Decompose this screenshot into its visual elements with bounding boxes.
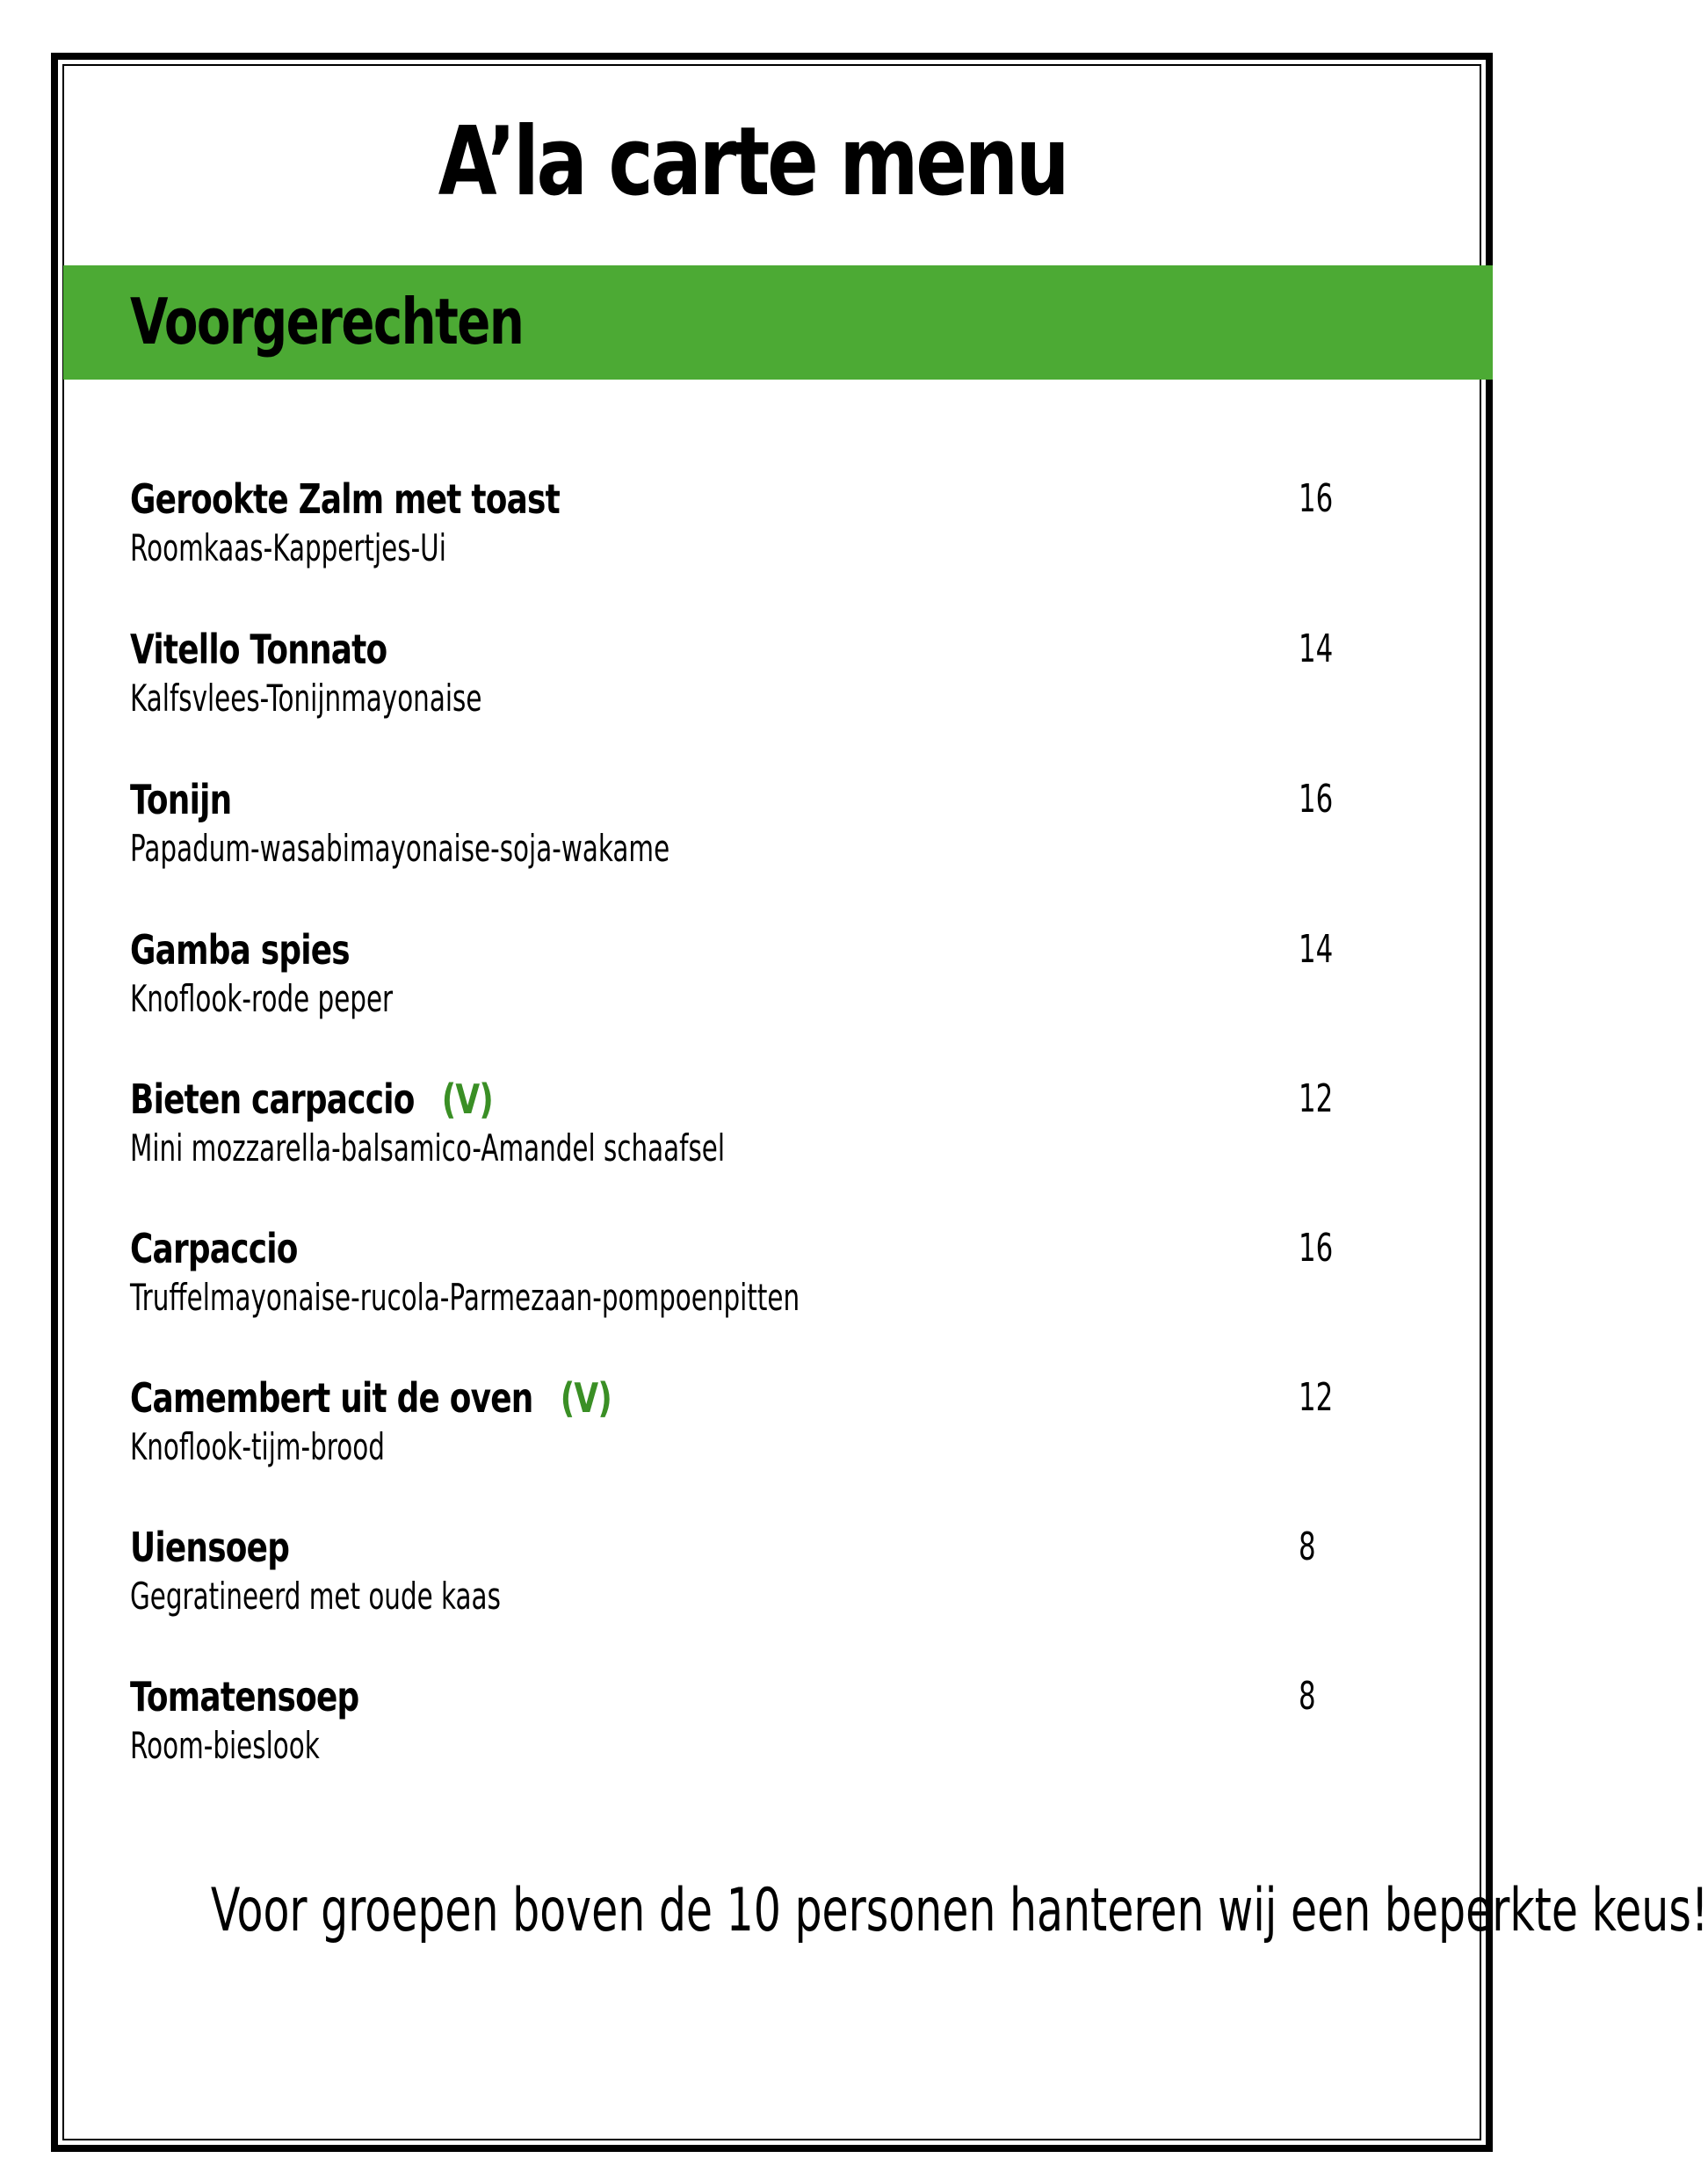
menu-item-description: Papadum-wasabimayonaise-soja-wakame: [130, 827, 670, 870]
menu-item-price: 14: [1299, 626, 1334, 671]
menu-item-name: Bieten carpaccio (V): [130, 1076, 494, 1123]
menu-item-price: 16: [1299, 777, 1334, 822]
menu-item-price: 16: [1299, 476, 1334, 521]
menu-item-price: 14: [1299, 927, 1334, 972]
menu-item-price: 8: [1299, 1674, 1316, 1719]
menu-item: [130, 466, 1343, 616]
menu-item: [130, 766, 1343, 916]
menu-item-price: 12: [1299, 1076, 1334, 1121]
menu-item: [130, 1215, 1343, 1365]
vegetarian-tag: (V): [441, 1076, 494, 1123]
menu-item: [130, 1066, 1343, 1215]
menu-item-description: Room-bieslook: [130, 1724, 320, 1767]
menu-item-description: Roomkaas-Kappertjes-Ui: [130, 526, 446, 569]
menu-item: [130, 1365, 1343, 1514]
section-title: Voorgerechten: [130, 285, 524, 359]
menu-item-description: Knoflook-tijm-brood: [130, 1425, 385, 1468]
menu-item: [130, 1663, 1343, 1813]
menu-item-name: Carpaccio: [130, 1225, 298, 1272]
group-notice: Voor groepen boven de 10 personen hanteren wij een beperkte keus!: [210, 1876, 1708, 1945]
menu-item-description: Truffelmayonaise-rucola-Parmezaan-pompoenpitten: [130, 1276, 800, 1319]
menu-item: [130, 616, 1343, 766]
menu-item-price: 16: [1299, 1226, 1334, 1271]
menu-item-name: Tonijn: [130, 776, 232, 823]
menu-item-name: Camembert uit de oven (V): [130, 1374, 612, 1422]
vegetarian-tag: (V): [560, 1374, 612, 1422]
menu-item-price: 12: [1299, 1375, 1334, 1420]
menu-item-name: Gerookte Zalm met toast: [130, 475, 560, 523]
menu-item-description: Mini mozzarella-balsamico-Amandel schaafsel: [130, 1126, 726, 1170]
menu-item-description: Kalfsvlees-Tonijnmayonaise: [130, 677, 482, 720]
menu-item: [130, 1514, 1343, 1663]
menu-item-name: Uiensoep: [130, 1524, 290, 1571]
menu-item-name: Tomatensoep: [130, 1673, 359, 1720]
menu-item-list: [130, 466, 1343, 1813]
menu-item-price: 8: [1299, 1525, 1316, 1569]
menu-item-name: Vitello Tonnato: [130, 626, 387, 673]
menu-item: [130, 916, 1343, 1066]
menu-item-description: Knoflook-rode peper: [130, 977, 394, 1020]
menu-title: A’la carte menu: [438, 107, 1068, 217]
menu-item-description: Gegratineerd met oude kaas: [130, 1575, 501, 1618]
menu-item-name: Gamba spies: [130, 926, 350, 974]
